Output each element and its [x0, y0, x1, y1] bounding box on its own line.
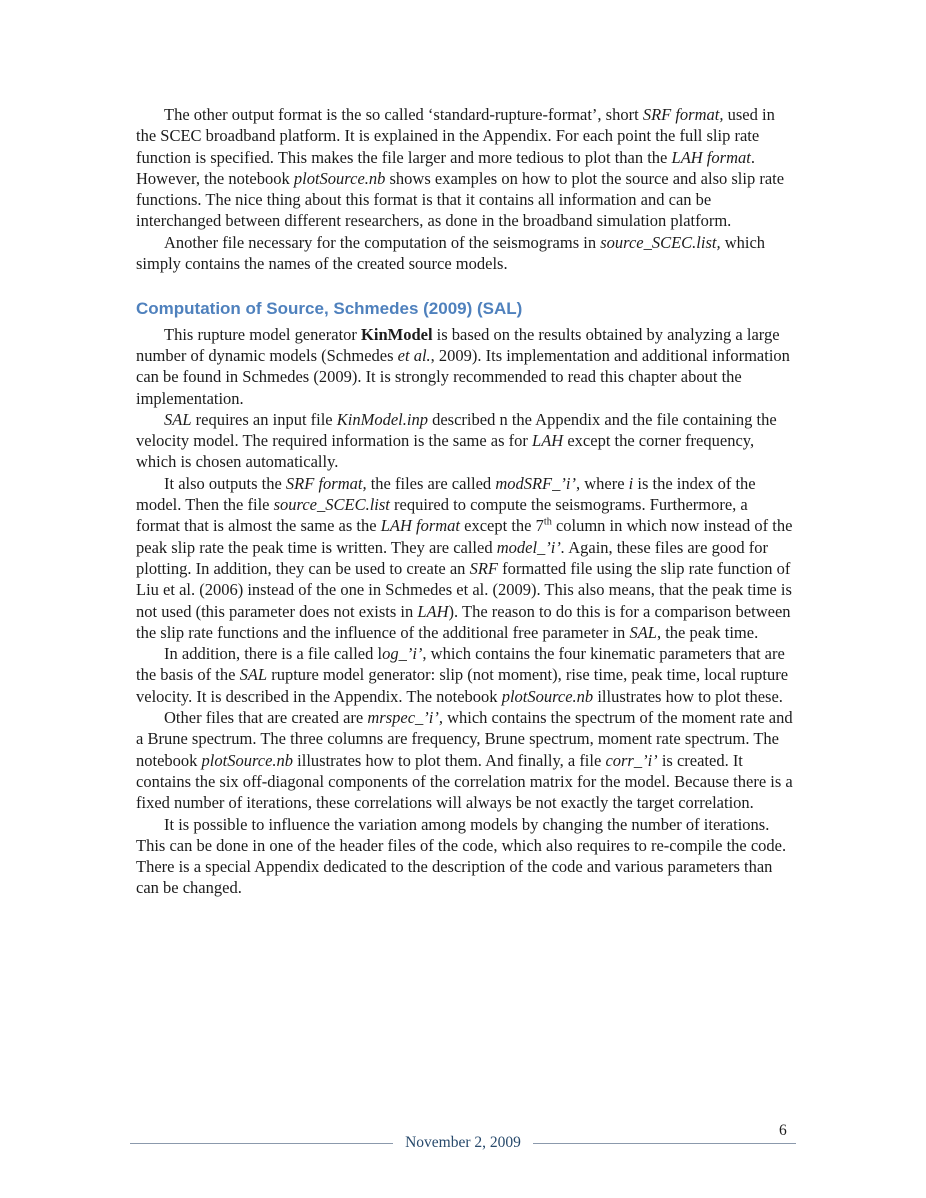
text-run: Other files that are created are: [164, 708, 368, 728]
text-run: The other output format is the so called ‘standard-rupture-format’, short: [164, 105, 643, 124]
text-run: , which contains the four kinematic parameters that are the basis of the: [136, 644, 785, 685]
text-run: , where: [575, 473, 629, 493]
text-run: Again, these files are good for plotting. In addition, they can be used to create an: [136, 537, 768, 578]
text-run: which simply contains the names of the created source models.: [136, 232, 766, 274]
text-run: It is possible to influence the variation among models by changing the number of iterations. This can be done in one of the header files of the code, which also requires to re-compile the code. There is a special Appendix dedicated to the description of the code and various parameters than can be changed.: [136, 814, 787, 898]
text-run: required to compute the seismograms. Furthermore, a format that is almost the same as the: [136, 495, 748, 536]
text-run: Another file necessary for the computation of the seismograms in: [164, 232, 601, 252]
text-run: is based on the results obtained by analyzing a large number of dynamic models (Schmedes: [136, 324, 780, 365]
text-run: i: [628, 473, 634, 493]
text-run: SAL: [629, 622, 657, 642]
paragraph: [136, 104, 794, 232]
text-run: LAH format: [380, 516, 461, 536]
page-number: 6: [779, 1122, 787, 1139]
text-run: except the corner frequency, which is chosen automatically.: [136, 431, 755, 472]
text-run: formatted file using the slip rate function of Liu et al. (2006) instead of the one in Schmedes et al. (2009). This also means, that the peak time is not used (this parameter does not exists in: [136, 558, 792, 621]
text-run: KinModel: [361, 324, 433, 344]
text-run: requires an input file: [191, 409, 337, 429]
text-run: th: [543, 516, 552, 528]
text-run: corr_’i’: [605, 750, 658, 770]
text-run: shows examples on how to plot the source and also slip rate functions. The nice thing about this format is that it contains all information and can be interchanged between different researchers, as done in the broadband simulation platform.: [136, 168, 785, 231]
text-run: SRF format,: [285, 473, 367, 493]
paragraph: [136, 473, 794, 643]
text-run: plotSource.nb: [501, 686, 594, 706]
text-run: plotSource.nb: [201, 750, 294, 770]
text-run: is created. It contains the six off-diagonal components of the correlation matrix for the model. Because there is a fixed number of iterations, these correlations will always be not exactly the target correlation.: [136, 750, 793, 813]
page-footer: [130, 1134, 796, 1152]
paragraph: [136, 409, 794, 473]
text-run: illustrates how to plot these.: [593, 686, 783, 706]
text-run: This rupture model generator: [164, 324, 362, 344]
text-run: illustrates how to plot them. And finally, a file: [293, 750, 606, 770]
text-run: KinModel.inp: [336, 409, 428, 429]
paragraph: [136, 707, 794, 813]
footer-date: November 2, 2009: [405, 1134, 521, 1151]
text-run: It also outputs the: [164, 473, 286, 493]
text-run: model_’i’.: [496, 537, 566, 557]
paragraph: [136, 324, 794, 409]
text-run: LAH: [532, 431, 564, 451]
text-run: modSRF_’i’: [495, 473, 576, 493]
text-run: SAL: [239, 665, 268, 685]
text-run: the files are called: [366, 473, 496, 493]
text-run: SRF format,: [642, 105, 724, 124]
footer-rule-left: [130, 1143, 393, 1144]
footer-rule-right: [533, 1143, 796, 1144]
text-run: LAH: [417, 601, 449, 621]
paragraph: [136, 643, 794, 707]
text-run: og_’i’: [382, 644, 423, 664]
text-run: described n the Appendix and the file containing the velocity model. The required information is the same as for: [136, 409, 777, 451]
text-run: is the index of the model. Then the file: [136, 473, 756, 515]
section-heading: Computation of Source, Schmedes (2009) (SAL): [136, 299, 523, 319]
text-run: which contains the spectrum of the moment rate and a Brune spectrum. The three columns are frequency, Brune spectrum, moment rate spectrum. The notebook: [136, 708, 793, 770]
text-run: ). The reason to do this is for a comparison between the slip rate functions and the influence of the additional free parameter in: [136, 601, 791, 642]
text-run: In addition, there is a file called l: [164, 644, 383, 664]
text-run: . However, the notebook: [136, 147, 755, 188]
text-run: source_SCEC.list: [273, 495, 390, 515]
text-run: except the 7: [460, 516, 544, 536]
paragraph: [136, 232, 794, 275]
text-run: column in which now instead of the peak slip rate the peak time is written. They are called: [136, 516, 793, 557]
text-run: source_SCEC.list,: [600, 232, 721, 252]
text-run: used in the SCEC broadband platform. It is explained in the Appendix. For each point the full slip rate function is specified. This makes the file larger and more tedious to plot than the: [136, 105, 775, 167]
text-run: rupture model generator: slip (not moment), rise time, peak time, local rupture velocity. It is described in the Appendix. The notebook: [136, 665, 789, 706]
text-run: mrspec_’i’,: [367, 708, 443, 728]
text-run: SAL: [164, 409, 192, 429]
text-run: , 2009). Its implementation and additional information can be found in Schmedes (2009). It is strongly recommended to read this chapter about the implementation.: [136, 345, 790, 408]
text-run: et al.: [397, 345, 431, 365]
paragraph: [136, 814, 794, 899]
text-run: SRF: [469, 558, 498, 578]
text-run: LAH format: [671, 147, 751, 167]
text-run: plotSource.nb: [293, 168, 386, 188]
document-body: [136, 104, 794, 899]
text-run: , the peak time.: [656, 622, 759, 642]
